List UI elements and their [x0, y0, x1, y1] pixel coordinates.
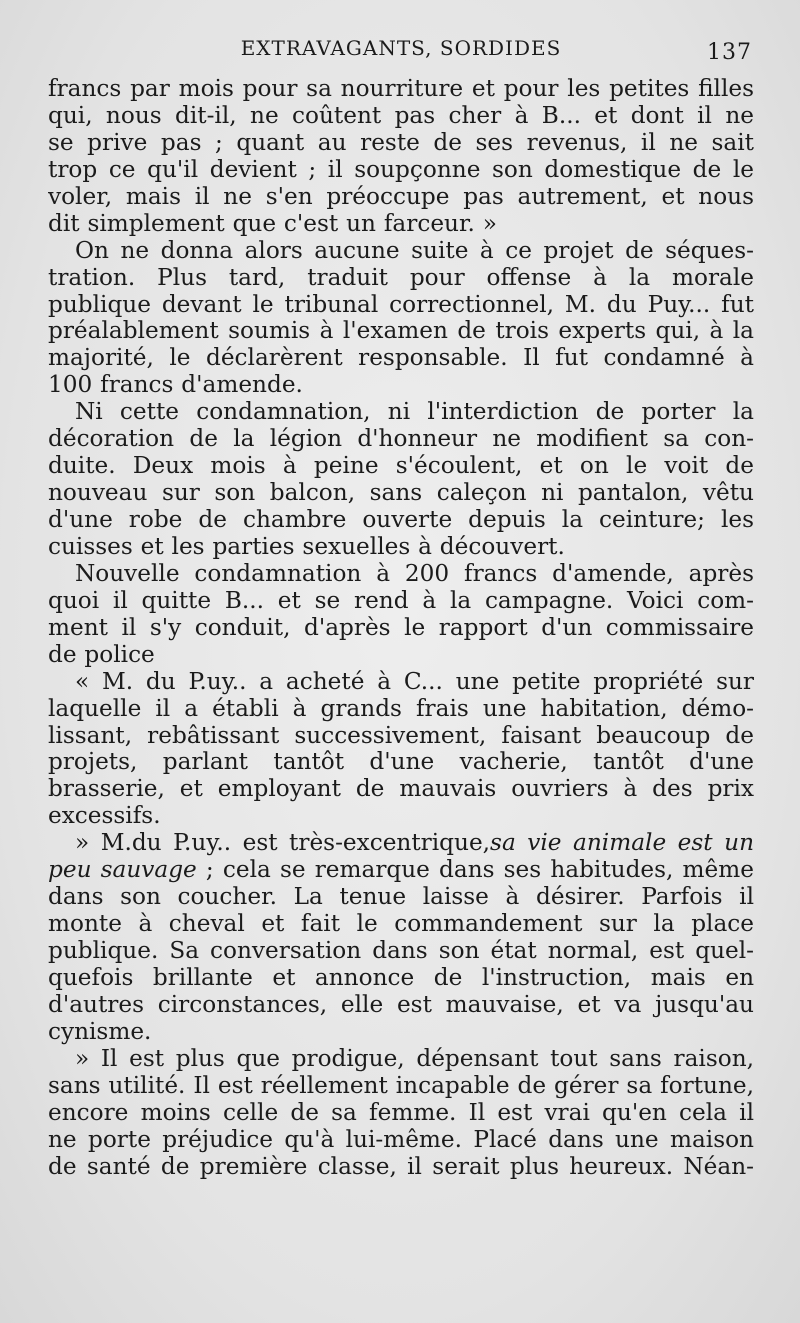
- text-line: 100 francs d'amende.: [48, 372, 303, 399]
- text-segment: ; cela se remarque dans ses habitudes, même: [196, 857, 754, 884]
- text-line: qui, nous dit-il, ne coûtent pas cher à B... et dont il ne: [48, 102, 754, 129]
- text-line: ment il s'y conduit, d'après le rapport d'un commissaire: [48, 614, 754, 641]
- text-line: dans son coucher. La tenue laisse à désirer. Parfois il: [48, 884, 754, 911]
- body-text: [48, 76, 754, 1180]
- text-line: d'une robe de chambre ouverte depuis la ceinture; les: [48, 507, 754, 533]
- text-line: trop ce qu'il devient ; il soupçonne son domestique de le: [48, 156, 754, 183]
- text-segment: » M.du P.uy.. est très-excentrique,: [75, 830, 491, 857]
- text-line: majorité, le déclarèrent responsable. Il fut condamné à: [48, 345, 754, 372]
- text-line: lissant, rebâtissant successivement, faisant beaucoup de: [48, 722, 754, 749]
- text-line: Ni cette condamnation, ni l'interdiction de porter la: [75, 399, 754, 426]
- text-line: [48, 857, 754, 884]
- text-line: dit simplement que c'est un farceur. »: [48, 210, 497, 237]
- text-line: ne porte préjudice qu'à lui-même. Placé dans une maison: [48, 1126, 754, 1153]
- text-line: cynisme.: [48, 1018, 152, 1045]
- text-line: francs par mois pour sa nourriture et pour les petites filles: [48, 76, 754, 102]
- text-line: voler, mais il ne s'en préoccupe pas autrement, et nous: [48, 183, 754, 210]
- text-line: préalablement soumis à l'examen de trois experts qui, à la: [48, 318, 754, 345]
- running-head: [48, 36, 754, 76]
- text-line: monte à cheval et fait le commandement sur la place: [48, 911, 754, 938]
- text-line: décoration de la légion d'honneur ne modifient sa con-: [48, 426, 754, 453]
- text-line: quoi il quitte B... et se rend à la campagne. Voici com-: [48, 587, 754, 614]
- text-line: nouveau sur son balcon, sans caleçon ni pantalon, vêtu: [48, 480, 754, 507]
- text-line: tration. Plus tard, traduit pour offense à la morale: [48, 264, 754, 291]
- text-line: encore moins celle de sa femme. Il est vrai qu'en cela il: [48, 1099, 754, 1126]
- text-line: excessifs.: [48, 803, 161, 830]
- text-line: quefois brillante et annonce de l'instruction, mais en: [48, 964, 754, 991]
- text-line: publique. Sa conversation dans son état normal, est quel-: [48, 938, 754, 964]
- text-line: On ne donna alors aucune suite à ce projet de séques-: [75, 237, 754, 264]
- text-line: publique devant le tribunal correctionnel, M. du Puy... fut: [48, 291, 754, 318]
- text-line: Nouvelle condamnation à 200 francs d'amende, après: [75, 560, 754, 587]
- text-line: « M. du P.uy.. a acheté à C... une petite propriété sur: [75, 668, 754, 695]
- page-number: 137: [707, 40, 752, 65]
- text-line: brasserie, et employant de mauvais ouvriers à des prix: [48, 776, 754, 803]
- text-line: cuisses et les parties sexuelles à découvert.: [48, 533, 565, 560]
- text-line: duite. Deux mois à peine s'écoulent, et on le voit de: [48, 453, 754, 480]
- text-line: de santé de première classe, il serait plus heureux. Néan-: [48, 1153, 754, 1180]
- text-line: sans utilité. Il est réellement incapable de gérer sa fortune,: [48, 1072, 754, 1099]
- text-line: de police: [48, 641, 155, 668]
- text-line: » Il est plus que prodigue, dépensant tout sans raison,: [75, 1045, 754, 1072]
- italic-segment: sa vie animale est un: [490, 830, 754, 857]
- text-line: laquelle il a établi à grands frais une habitation, démo-: [48, 695, 754, 722]
- italic-segment: peu sauvage: [48, 857, 197, 884]
- text-line: d'autres circonstances, elle est mauvaise, et va jusqu'au: [48, 991, 754, 1018]
- text-line: se prive pas ; quant au reste de ses revenus, il ne sait: [48, 129, 754, 156]
- running-title: EXTRAVAGANTS, SORDIDES: [240, 36, 562, 60]
- text-line: projets, parlant tantôt d'une vacherie, tantôt d'une: [48, 749, 754, 776]
- text-line: [48, 830, 754, 857]
